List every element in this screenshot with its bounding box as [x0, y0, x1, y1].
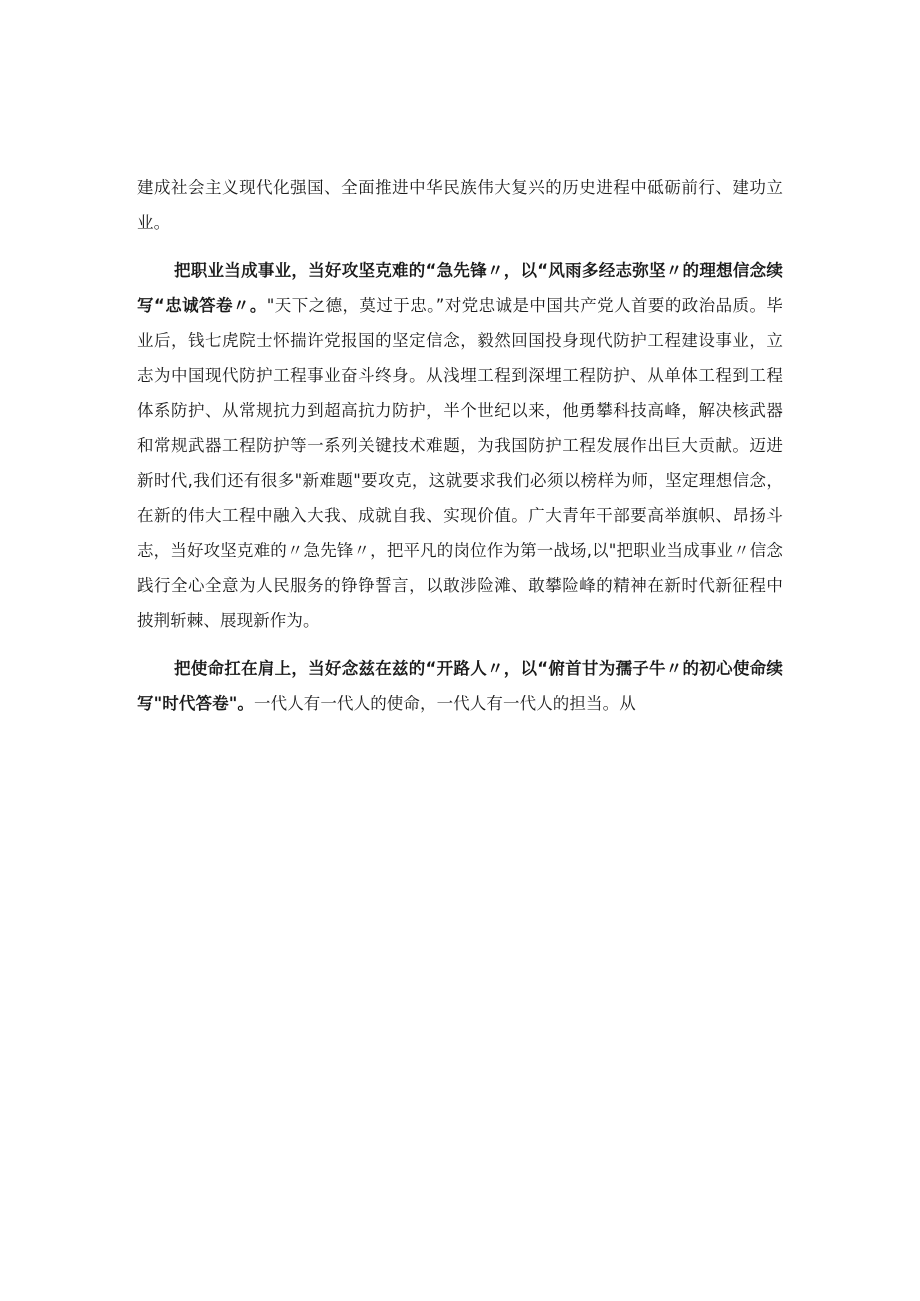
- paragraph-1-body: 建成社会主义现代化强国、全面推进中华民族伟大复兴的历史进程中砥砺前行、建功立业。: [137, 178, 783, 232]
- paragraph-3: [137, 651, 783, 721]
- paragraph-2-body: "天下之德，莫过于忠。”对党忠诚是中国共产党人首要的政治品质。毕业后，钱七虎院士怀揣许党报国的坚定信念，毅然回国投身现代防护工程建设事业，立志为中国现代防护工程事业奋斗终身。从浅埋工程到深埋工程防护、从单体工程到工程体系防护、从常规抗力到超高抗力防护，半个世纪以来，他勇攀科技高峰，解决核武器和常规武器工程防护等一系列关键技术难题，为我国防护工程发展作出巨大贡献。迈进新时代,我们还有很多"新难题"要攻克，这就要求我们必须以榜样为师，坚定理想信念，在新的伟大工程中融入大我、成就自我、实现价值。广大青年干部要高举旗帜、昂扬斗志，当好攻坚克难的〃急先锋〃，把平凡的岗位作为第一战场,以"把职业当成事业〃信念践行全心全意为人民服务的铮铮誓言，以敢涉险滩、敢攀险峰的精神在新时代新征程中披荆斩棘、展现新作为。: [137, 296, 783, 630]
- paragraph-2: [137, 253, 783, 638]
- paragraph-3-body: 一代人有一代人的使命，一代人有一代人的担当。从: [254, 694, 636, 713]
- paragraph-3-heading: 把使命扛在肩上，当好念兹在兹的“开路人〃，以“俯首甘为孺子牛〃的初心使命续写"时代答卷"。: [137, 659, 783, 713]
- paragraph-1: [137, 170, 783, 240]
- document-page: [137, 170, 783, 734]
- paragraph-2-heading: 把职业当成事业，当好攻坚克难的“急先锋〃，以“风雨多经志弥坚〃的理想信念续写“忠诚答卷〃。: [137, 261, 783, 315]
